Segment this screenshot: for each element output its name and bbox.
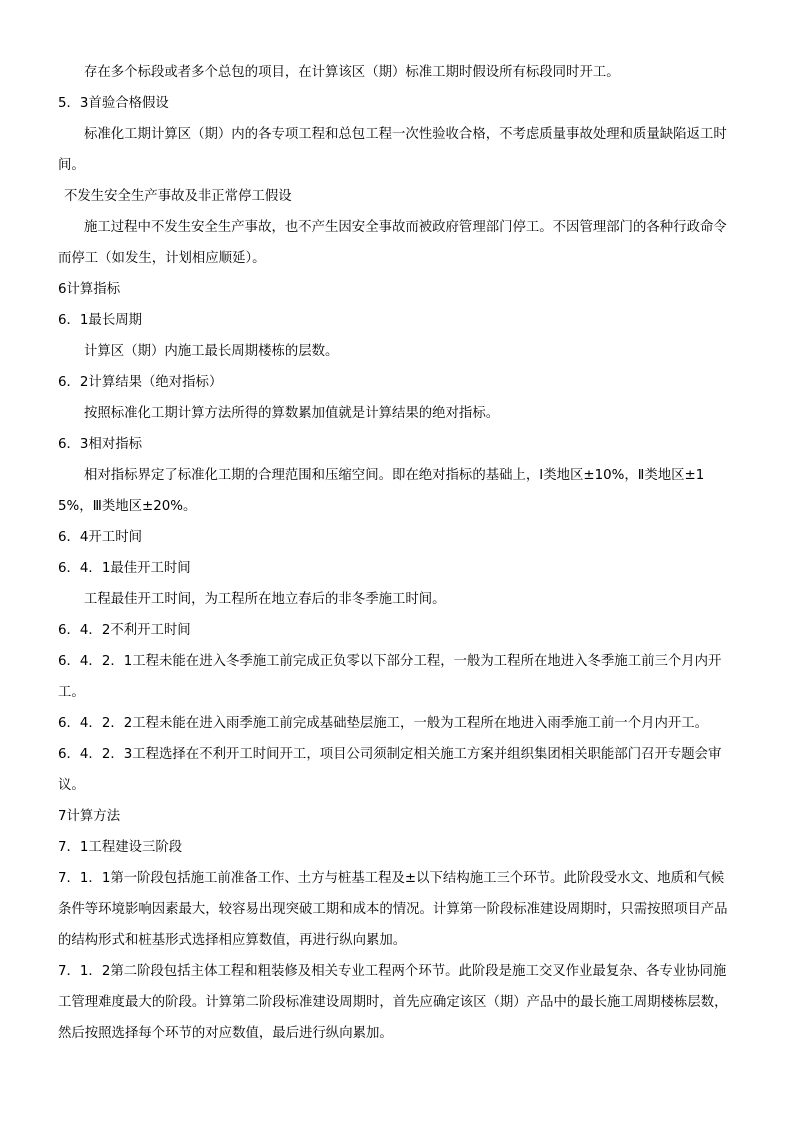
body-paragraph: 按照标准化工期计算方法所得的算数累加值就是计算结果的绝对指标。 [84, 406, 500, 421]
section-heading: 6计算指标 [58, 282, 121, 297]
body-paragraph: 工程最佳开工时间，为工程所在地立春后的非冬季施工时间。 [84, 592, 446, 607]
numbered-paragraph: 6．4．2．1工程未能在进入冬季施工前完成正负零以下部分工程，一般为工程所在地进入冬季施工前三个月内开工。 [58, 654, 722, 700]
section-heading: 6．4．1最佳开工时间 [58, 561, 191, 576]
section-heading: 6．4开工时间 [58, 530, 142, 545]
section-heading: 7计算方法 [58, 809, 121, 824]
body-paragraph: 标准化工期计算区（期）内的各专项工程和总包工程一次性验收合格，不考虑质量事故处理和质量缺陷返工时间。 [58, 127, 727, 173]
section-heading: 6．2计算结果（绝对指标） [58, 375, 223, 390]
body-paragraph: 施工过程中不发生安全生产事故，也不产生因安全事故而被政府管理部门停工。不因管理部门的各种行政命令而停工（如发生，计划相应顺延）。 [58, 220, 727, 266]
numbered-paragraph: 6．4．2．2工程未能在进入雨季施工前完成基础垫层施工，一般为工程所在地进入雨季施工前一个月内开工。 [58, 716, 709, 731]
section-heading: 6．4．2不利开工时间 [58, 623, 191, 638]
section-heading: 6．1最长周期 [58, 313, 142, 328]
body-paragraph: 计算区（期）内施工最长周期楼栋的层数。 [84, 344, 339, 359]
numbered-paragraph: 7．1．1第一阶段包括施工前准备工作、土方与桩基工程及±以下结构施工三个环节。此阶段受水文、地质和气候条件等环境影响因素最大，较容易出现突破工期和成本的情况。计算第一阶段标准建设周期时，只需按照项目产品的结构形式和桩基形式选择相应算数值，再进行纵向累加。 [58, 871, 728, 948]
section-heading: 6．3相对指标 [58, 437, 142, 452]
body-paragraph: 相对指标界定了标准化工期的合理范围和压缩空间。即在绝对指标的基础上，Ⅰ类地区±10%，Ⅱ类地区±15%，Ⅲ类地区±20%。 [58, 468, 705, 514]
section-heading: 7．1工程建设三阶段 [58, 840, 183, 855]
body-paragraph: 存在多个标段或者多个总包的项目，在计算该区（期）标准工期时假设所有标段同时开工。 [84, 65, 620, 80]
numbered-paragraph: 6．4．2．3工程选择在不利开工时间开工，项目公司须制定相关施工方案并组织集团相关职能部门召开专题会审议。 [58, 747, 722, 793]
numbered-paragraph: 7．1．2第二阶段包括主体工程和粗装修及相关专业工程两个环节。此阶段是施工交叉作业最复杂、各专业协同施工管理难度最大的阶段。计算第二阶段标准建设周期时，首先应确定该区（期）产品中的最长施工周期楼栋层数，然后按照选择每个环节的对应数值，最后进行纵向累加。 [58, 964, 728, 1041]
section-heading: 不发生安全生产事故及非正常停工假设 [64, 189, 292, 204]
section-heading: 5．3首验合格假设 [58, 96, 169, 111]
